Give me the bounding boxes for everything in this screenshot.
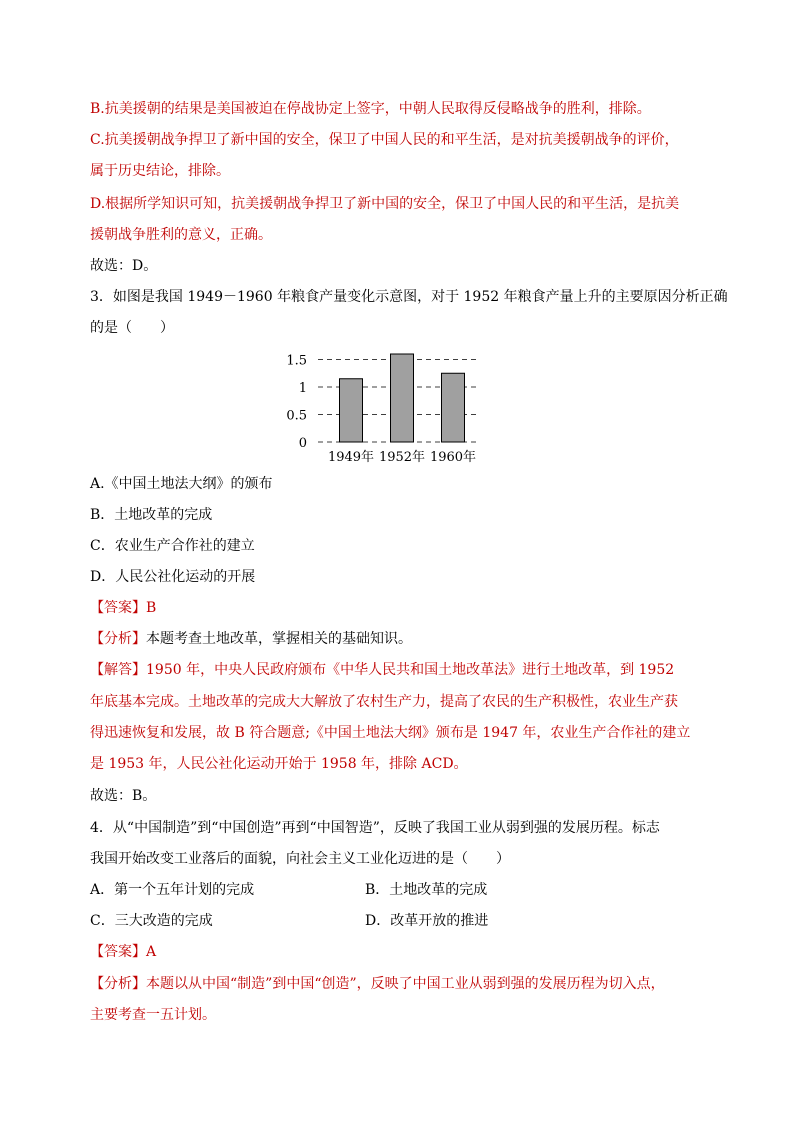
prev-choose: 故选：D。 xyxy=(90,258,158,274)
x-tick-label: 1960年 xyxy=(429,450,477,465)
analysis-tag: 【分析】 xyxy=(90,631,146,647)
y-tick-label: 1 xyxy=(298,381,307,396)
q3-analysis xyxy=(90,629,412,649)
q4-answer xyxy=(90,942,156,962)
option-c-explanation-line1: C.抗美援朝战争捍卫了新中国的安全，保卫了中国人民的和平生活，是对抗美援朝战争的评价， xyxy=(90,132,679,148)
q3-solution-line4: 是 1953 年，人民公社化运动开始于 1958 年，排除 ACD。 xyxy=(90,756,468,772)
q3-stem-line2: 的是（ ） xyxy=(90,320,174,336)
q4-stem-line2: 我国开始改变工业落后的面貌，向社会主义工业化迈进的是（ ） xyxy=(90,851,510,867)
answer-value: B xyxy=(146,600,157,616)
q4-option-c: C．三大改造的完成 xyxy=(90,913,213,929)
bar-1949年 xyxy=(340,379,363,442)
q3-choose: 故选：B。 xyxy=(90,788,157,804)
q3-solution-line2: 年底基本完成。土地改革的完成大大解放了农村生产力，提高了农民的生产积极性，农业生产获 xyxy=(90,694,678,710)
option-d-explanation-line2: 援朝战争胜利的意义，正确。 xyxy=(90,227,272,243)
q3-option-c: C．农业生产合作社的建立 xyxy=(90,538,255,554)
solution-text-1: 1950 年，中央人民政府颁布《中华人民共和国土地改革法》进行土地改革，到 1952 xyxy=(146,662,675,678)
y-tick-label: 1.5 xyxy=(286,353,307,369)
y-tick-label: 0 xyxy=(298,436,307,451)
q3-option-b: B．土地改革的完成 xyxy=(90,507,213,523)
analysis-tag: 【分析】 xyxy=(90,976,146,992)
q4-option-d: D．改革开放的推进 xyxy=(365,913,489,929)
answer-tag: 【答案】 xyxy=(90,944,146,960)
q3-option-d: D．人民公社化运动的开展 xyxy=(90,569,256,585)
y-tick-label: 0.5 xyxy=(286,408,307,424)
bar-1960年 xyxy=(442,373,465,442)
q3-option-a: A.《中国土地法大纲》的颁布 xyxy=(90,476,273,492)
option-c-explanation-line2: 属于历史结论，排除。 xyxy=(90,163,230,179)
bar-1952年 xyxy=(391,354,414,442)
q3-solution-line1 xyxy=(90,660,674,680)
q4-stem-line1: 4．从“中国制造”到“中国创造”再到“中国智造”，反映了我国工业从弱到强的发展历程。标志 xyxy=(90,820,660,836)
option-d-explanation-line1: D.根据所学知识可知，抗美援朝战争捍卫了新中国的安全，保卫了中国人民的和平生活，是抗美 xyxy=(90,196,680,212)
q3-answer xyxy=(90,598,156,618)
answer-tag: 【答案】 xyxy=(90,600,146,616)
chart-x-ticks xyxy=(328,449,476,465)
x-tick-label: 1949年 xyxy=(327,450,375,465)
q4-analysis-line1 xyxy=(90,974,665,994)
solution-tag: 【解答】 xyxy=(90,662,146,678)
analysis-text: 本题考查土地改革，掌握相关的基础知识。 xyxy=(146,631,412,647)
q3-solution-line3: 得迅速恢复和发展，故 B 符合题意;《中国土地法大纲》颁布是 1947 年，农业生产合作社的建立 xyxy=(90,725,691,741)
q4-option-b: B．土地改革的完成 xyxy=(365,882,488,898)
q4-option-a: A．第一个五年计划的完成 xyxy=(90,882,255,898)
grain-output-bar-chart xyxy=(280,344,490,470)
answer-value: A xyxy=(146,944,157,960)
chart-y-ticks xyxy=(286,354,307,452)
q3-stem-line1: 3．如图是我国 1949－1960 年粮食产量变化示意图，对于 1952 年粮食产量上升的主要原因分析正确 xyxy=(90,289,728,305)
x-tick-label: 1952年 xyxy=(378,450,426,465)
analysis-text-1: 本题以从中国“制造”到中国“创造”，反映了中国工业从弱到强的发展历程为切入点， xyxy=(146,976,665,992)
q4-analysis-line2: 主要考查一五计划。 xyxy=(90,1007,216,1023)
chart-bars xyxy=(340,354,465,442)
option-b-explanation: B.抗美援朝的结果是美国被迫在停战协定上签字，中朝人民取得反侵略战争的胜利，排除。 xyxy=(90,101,651,117)
